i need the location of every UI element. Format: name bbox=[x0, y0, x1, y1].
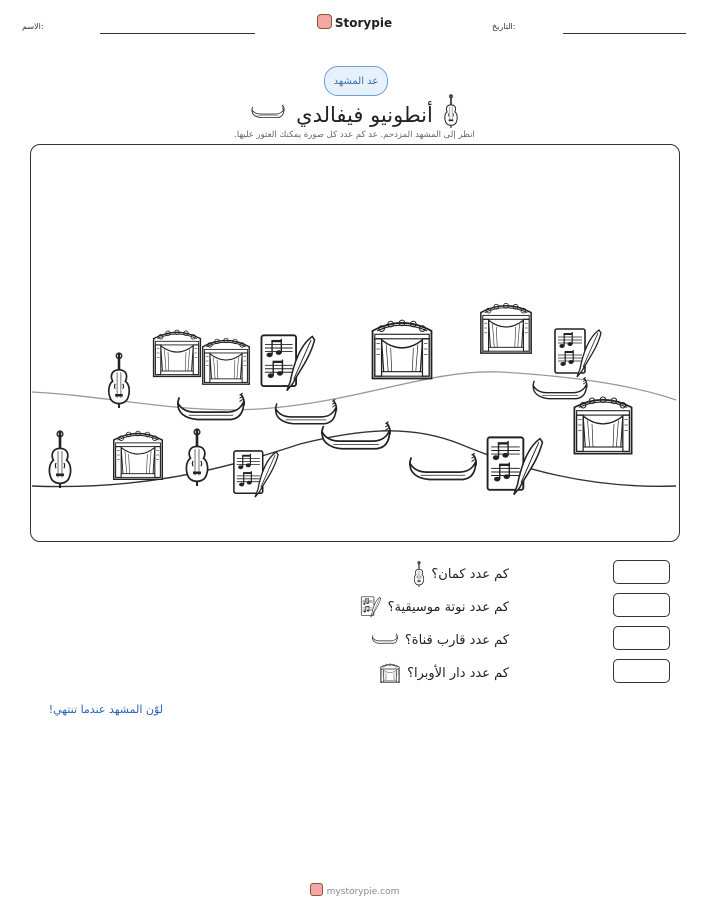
gondola-3 bbox=[322, 422, 390, 449]
activity-badge: عد المشهد bbox=[324, 66, 388, 96]
opera-house-2 bbox=[203, 338, 249, 384]
storypie-logo-icon bbox=[310, 883, 323, 896]
crowded-scene bbox=[30, 144, 680, 542]
name-line[interactable] bbox=[100, 33, 255, 34]
music-note-2 bbox=[555, 329, 601, 377]
footer-url[interactable]: mystorypie.com bbox=[326, 887, 400, 897]
gondola-icon bbox=[371, 633, 399, 647]
question-text: كم عدد كمان؟ bbox=[431, 566, 509, 582]
opera-house-4 bbox=[481, 303, 531, 353]
violin-icon bbox=[413, 561, 425, 587]
answer-box-violin[interactable] bbox=[613, 560, 670, 584]
question-text: كم عدد نوتة موسيقية؟ bbox=[387, 599, 509, 615]
brand-name: Storypie bbox=[334, 16, 393, 30]
opera-house-5 bbox=[574, 397, 631, 454]
question-music-note bbox=[360, 596, 509, 618]
page-title bbox=[0, 94, 709, 128]
music-note-icon bbox=[360, 596, 382, 618]
answer-box-opera-house[interactable] bbox=[613, 659, 670, 683]
date-label: التاريخ: bbox=[492, 22, 516, 31]
opera-house-icon bbox=[379, 662, 401, 684]
violin-1 bbox=[109, 353, 129, 408]
title-text: أنطونيو فيفالدي bbox=[296, 103, 433, 127]
storypie-logo-icon bbox=[317, 14, 332, 29]
opera-house-3 bbox=[373, 320, 432, 378]
gondola-5 bbox=[410, 453, 476, 479]
question-gondola bbox=[371, 629, 509, 651]
music-note-4 bbox=[488, 437, 543, 494]
violin-icon bbox=[443, 94, 459, 128]
question-violin bbox=[413, 563, 509, 585]
music-note-1 bbox=[261, 335, 314, 390]
instructions: انظر إلى المشهد المزدحم. عد كم عدد كل صورة يمكنك العثور عليها. bbox=[234, 130, 475, 140]
answer-box-gondola[interactable] bbox=[613, 626, 670, 650]
gondola-1 bbox=[178, 393, 244, 419]
music-note-3 bbox=[234, 451, 278, 497]
question-text: كم عدد دار الأوبرا؟ bbox=[407, 665, 509, 681]
gondola-2 bbox=[275, 399, 336, 423]
opera-house-1 bbox=[154, 330, 201, 376]
date-line[interactable] bbox=[563, 33, 686, 34]
opera-house-6 bbox=[114, 431, 163, 479]
name-label: الاسم: bbox=[22, 22, 44, 31]
question-opera-house bbox=[379, 662, 509, 684]
color-instruction: لوّن المشهد عندما تنتهي! bbox=[48, 703, 163, 716]
violin-2 bbox=[49, 431, 70, 488]
violin-3 bbox=[186, 429, 207, 486]
question-text: كم عدد قارب قناة؟ bbox=[404, 632, 509, 648]
footer bbox=[0, 883, 709, 897]
answer-box-music-note[interactable] bbox=[613, 593, 670, 617]
gondola-icon bbox=[250, 104, 286, 122]
gondola-4 bbox=[533, 377, 587, 398]
brand bbox=[0, 14, 709, 30]
